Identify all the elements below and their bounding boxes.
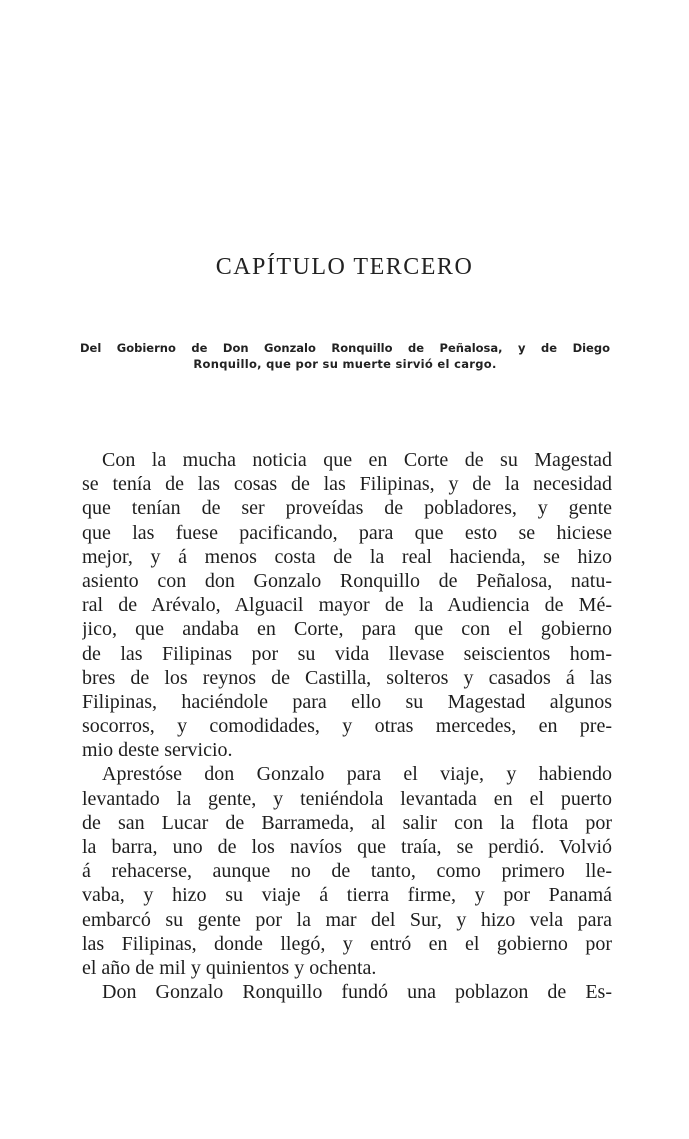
chapter-title: CAPÍTULO TERCERO bbox=[215, 254, 474, 280]
text-line: de san Lucar de Barrameda, al salir con la flota por bbox=[82, 811, 612, 834]
text-line: de las Filipinas por su vida llevase seiscientos hom- bbox=[82, 642, 612, 665]
text-line: bres de los reynos de Castilla, solteros y casados á las bbox=[82, 666, 612, 689]
text-line: levantado la gente, y teniéndola levantada en el puerto bbox=[82, 787, 612, 810]
text-line: mejor, y á menos costa de la real hacienda, se hizo bbox=[82, 545, 612, 568]
text-line: Don Gonzalo Ronquillo fundó una poblazon de Es- bbox=[102, 981, 612, 1004]
text-line: mio deste servicio. bbox=[82, 739, 233, 762]
text-line: Con la mucha noticia que en Corte de su Magestad bbox=[102, 449, 612, 471]
text-line: ral de Arévalo, Alguacil mayor de la Audiencia de Mé- bbox=[82, 594, 612, 617]
text-line: asiento con don Gonzalo Ronquillo de Peñalosa, natu- bbox=[82, 569, 612, 592]
text-line: á rehacerse, aunque no de tanto, como primero lle- bbox=[82, 860, 612, 883]
text-line: Aprestóse don Gonzalo para el viaje, y habiendo bbox=[102, 763, 612, 786]
subtitle-line: Ronquillo, que por su muerte sirvió el cargo. bbox=[193, 357, 497, 371]
text-line: vaba, y hizo su viaje á tierra firme, y por Panamá bbox=[82, 884, 612, 907]
text-line: el año de mil y quinientos y ochenta. bbox=[82, 956, 377, 979]
text-line: socorros, y comodidades, y otras mercedes, en pre- bbox=[82, 715, 612, 738]
text-line: las Filipinas, donde llegó, y entró en el gobierno por bbox=[82, 932, 612, 955]
text-line: la barra, uno de los navíos que traía, se perdió. Volvió bbox=[82, 836, 612, 858]
body-text bbox=[82, 448, 612, 1004]
text-line: embarcó su gente por la mar del Sur, y hizo vela para bbox=[82, 908, 612, 931]
text-line: Filipinas, haciéndole para ello su Magestad algunos bbox=[82, 690, 612, 713]
subtitle-line: Del Gobierno de Don Gonzalo Ronquillo de Peñalosa, y de Diego bbox=[80, 341, 610, 355]
chapter-subtitle bbox=[80, 340, 610, 372]
text-line: que las fuese pacificando, para que esto se hiciese bbox=[82, 521, 612, 544]
text-line: jico, que andaba en Corte, para que con el gobierno bbox=[82, 618, 612, 641]
text-line: se tenía de las cosas de las Filipinas, y de la necesidad bbox=[82, 473, 612, 496]
text-line: que tenían de ser proveídas de pobladores, y gente bbox=[82, 497, 612, 520]
